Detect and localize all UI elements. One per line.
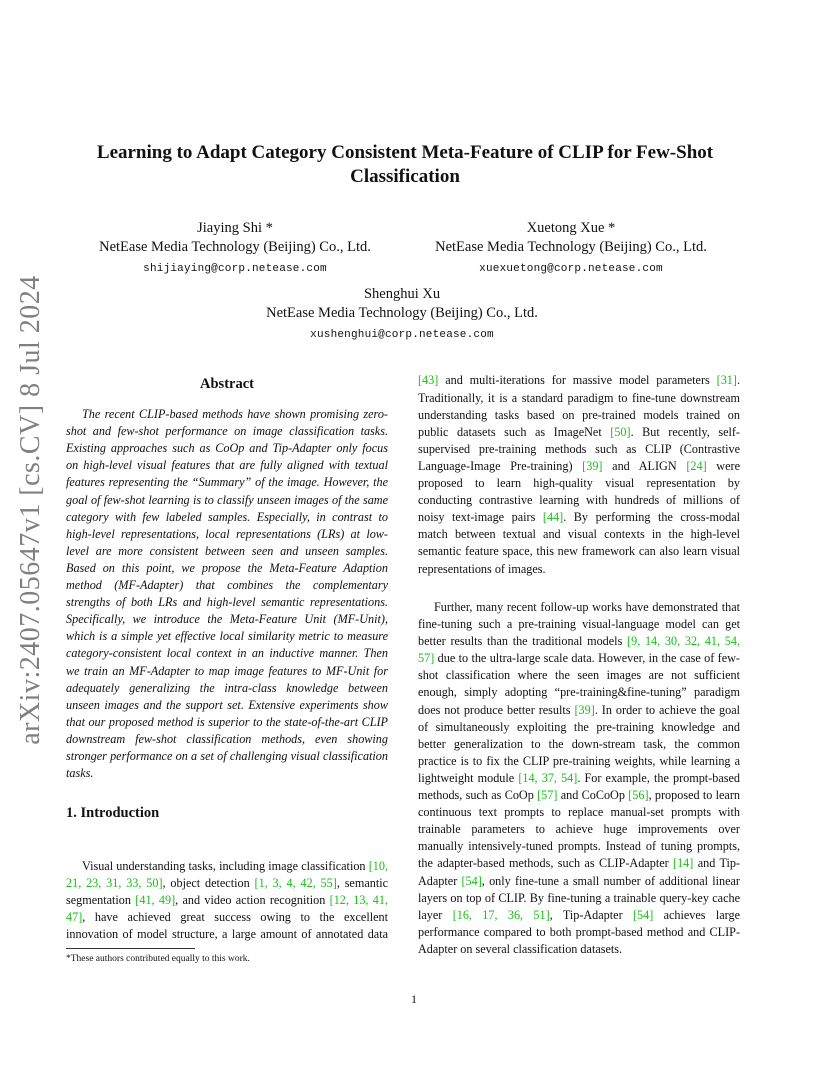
intro-text: due to the ultra-large scale data. However, in the case of few-shot classification where the seen images are not sufficient enough, simply adopting “pre-training&fine-tuning” paradigm does not produce better results bbox=[418, 651, 740, 717]
citation-link[interactable]: [12, 13, 41, 47] bbox=[66, 893, 388, 925]
author-affiliation: NetEase Media Technology (Beijing) Co., Ltd. bbox=[99, 239, 371, 255]
author-name: Shenghui Xu bbox=[363, 286, 441, 302]
paper-title bbox=[70, 141, 740, 189]
author-name: Jiaying Shi * bbox=[197, 220, 273, 236]
footnote: *These authors contributed equally to this work. bbox=[66, 954, 250, 964]
citation-link[interactable] bbox=[66, 944, 86, 946]
abstract-heading: Abstract bbox=[200, 376, 254, 392]
intro-text: . Traditionally, it is a standard paradigm to fine-tune downstream understanding tasks based on pre-trained models trained on public datasets such as ImageNet bbox=[418, 375, 740, 439]
arxiv-identifier-stamp bbox=[5, 275, 57, 745]
author-affiliation: NetEase Media Technology (Beijing) Co., Ltd. bbox=[435, 239, 707, 255]
intro-text: and ALIGN bbox=[602, 458, 687, 473]
introduction-heading: 1. Introduction bbox=[66, 805, 160, 822]
intro-paragraph-2 bbox=[418, 599, 740, 958]
right-column bbox=[418, 375, 740, 970]
abstract-body bbox=[66, 406, 388, 782]
citation-link[interactable]: [10, 21, 23, 31, 33, 50] bbox=[66, 859, 388, 891]
citation-link[interactable]: [1, 3, 4, 42, 55] bbox=[254, 876, 337, 891]
citation-link[interactable]: [24] bbox=[686, 458, 707, 473]
author-block-1 bbox=[66, 219, 404, 277]
author-email: xuexuetong@corp.netease.com bbox=[479, 263, 663, 275]
citation-link[interactable]: [54] bbox=[461, 873, 482, 888]
citation-link[interactable] bbox=[365, 944, 385, 946]
citation-link[interactable]: [54] bbox=[632, 907, 654, 922]
intro-text: . For example, the prompt-based methods, such as CoOp bbox=[418, 770, 740, 803]
title-line-2: Classification bbox=[350, 166, 460, 187]
intro-text: , Tip-Adapter bbox=[549, 907, 633, 922]
intro-paragraph-continued bbox=[418, 375, 740, 578]
intro-text: achieves large performance compared to both prompt-based method and CLIP-Adapter on several classification datasets. bbox=[418, 907, 740, 956]
citation-link[interactable]: [56] bbox=[628, 788, 649, 803]
citation-link[interactable]: [50] bbox=[610, 424, 631, 439]
intro-text bbox=[86, 944, 364, 946]
intro-continuation-viewport bbox=[418, 375, 740, 589]
citation-link[interactable]: [41, 49] bbox=[135, 893, 176, 908]
citation-link[interactable]: [43] bbox=[418, 375, 439, 388]
author-email: shijiaying@corp.netease.com bbox=[143, 263, 327, 275]
intro-text: , only fine-tune a small number of additional linear layers on top of CLIP. By fine-tuning a trainable query-key cache layer bbox=[418, 873, 740, 922]
left-column bbox=[66, 376, 388, 832]
intro-text: . But recently, self-supervised pre-training methods such as CLIP (Contrastive Language-Image Pre-training) bbox=[418, 424, 740, 473]
intro-text: Visual understanding tasks, including image classification bbox=[82, 859, 369, 873]
intro-text: , semantic segmentation bbox=[66, 876, 388, 908]
intro-text: Further, many recent follow-up works have demonstrated that fine-tuning such a pre-training visual-language model can get better results than the traditional models bbox=[418, 600, 740, 649]
citation-link[interactable]: [39] bbox=[582, 458, 603, 473]
footnote-rule bbox=[66, 948, 195, 949]
arxiv-stamp-text: arXiv:2407.05647v1 [cs.CV] 8 Jul 2024 bbox=[15, 275, 46, 745]
intro-text-flow bbox=[66, 858, 388, 946]
intro-text: and multi-iterations for massive model parameters bbox=[438, 375, 717, 388]
author-affiliation: NetEase Media Technology (Beijing) Co., Ltd. bbox=[266, 305, 538, 321]
author-block-2 bbox=[400, 219, 742, 277]
citation-link[interactable]: [57] bbox=[537, 788, 558, 803]
intro-text: , have achieved great success owing to the excellent innovation of model structure, a large amount of annotated data bbox=[66, 910, 388, 942]
citation-link[interactable]: [14] bbox=[673, 856, 694, 871]
intro-paragraph bbox=[66, 858, 388, 946]
intro-text: , object detection bbox=[162, 876, 255, 891]
intro-text: were proposed to learn high-quality visual representation by conducting contrastive learning with hundreds of millions of noisy text-image pairs bbox=[418, 458, 740, 525]
citation-link[interactable]: [44] bbox=[542, 510, 564, 525]
author-name: Xuetong Xue * bbox=[526, 220, 616, 236]
citation-link[interactable]: [14, 37, 54] bbox=[518, 770, 578, 785]
intro-text: , and video action recognition bbox=[175, 893, 330, 908]
title-line-1: Learning to Adapt Category Consistent Meta-Feature of CLIP for Few-Shot bbox=[96, 142, 714, 163]
intro-text: , proposed to learn continuous text prompts to replace manual-set prompts with trainable parameters to achieve huge improvements over manually intensively-tuned prompts. Instead of tuning prompts, the adapter-based methods, such as CLIP-Adapter bbox=[418, 788, 740, 871]
citation-link[interactable]: [39] bbox=[574, 702, 595, 717]
citation-link[interactable]: [16, 17, 36, 51] bbox=[452, 907, 550, 922]
citation-link[interactable]: [31] bbox=[716, 375, 737, 388]
intro-text: and CoCoOp bbox=[557, 788, 629, 803]
author-email: xushenghui@corp.netease.com bbox=[310, 329, 494, 341]
citation-link[interactable]: [9, 14, 30, 32, 41, 54, 57] bbox=[418, 634, 740, 666]
intro-text: and Tip-Adapter bbox=[418, 856, 740, 888]
abstract-paragraph: The recent CLIP-based methods have shown promising zero-shot and few-shot performance on image classification tasks. Existing approaches such as CoOp and Tip-Adapter only focus on high-level visual features that are fully aligned with textual features representing the “Summary” of the image. However, the goal of few-shot learning is to classify unseen images of the same category with few labeled samples. Especially, in contrast to high-level representations, local representations (LRs) at low-level are more consistent between seen and unseen samples. Based on this point, we propose the Meta-Feature Adaption method (MF-Adapter) that combines the complementary strengths of both LRs and high-level semantic representations. Specifically, we introduce the Meta-Feature Unit (MF-Unit), which is a simple yet effective local similarity metric to measure category-consistent local context in an inductive manner. Then we train an MF-Adapter to map image features to MF-Unit for adequately generalizing the intra-class knowledge between unseen images and the support set. Extensive experiments show that our proposed method is superior to the state-of-the-art CLIP downstream few-shot classification methods, even showing stronger performance on a set of challenging visual classification tasks. bbox=[66, 407, 388, 781]
intro-text: . By performing the cross-modal match between textual and visual contexts in the high-level semantic feature space, this new framework can also learn visual representations of images. bbox=[418, 510, 740, 576]
author-block-3 bbox=[200, 285, 604, 343]
page-number: 1 bbox=[411, 992, 417, 1006]
intro-text: . In order to achieve the goal of simultaneously exploiting the pre-training knowledge and better generalization to the down-stream task, the common practice is to fix the CLIP pre-training weights, while learning a lightweight module bbox=[418, 702, 740, 785]
